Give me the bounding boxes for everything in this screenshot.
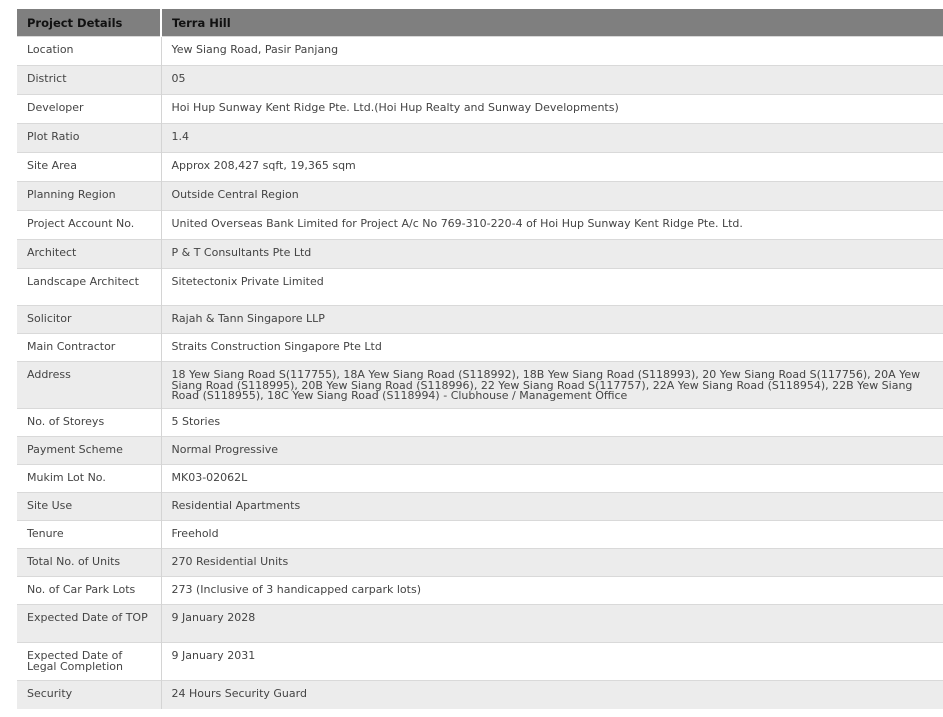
row-label: Plot Ratio [17,124,161,153]
row-label: No. of Storeys [17,409,161,437]
row-label: Expected Date of Legal Completion [17,643,161,681]
header-label: Project Details [17,9,161,37]
row-value: Approx 208,427 sqft, 19,365 sqm [161,153,943,182]
row-value: Sitetectonix Private Limited [161,269,943,306]
row-label: Tenure [17,521,161,549]
row-value: Normal Progressive [161,437,943,465]
row-value: 18 Yew Siang Road S(117755), 18A Yew Siang Road (S118992), 18B Yew Siang Road (S118993), 20 Yew Siang Road S(117756), 20A Yew Siang Road (S118995), 20B Yew Siang Road (S118996), 22 Yew Siang Road S(117757), 22A Yew Siang Road (S118954), 22B Yew Siang Road (S118955), 18C Yew Siang Road (S118994) - Clubhouse / Management Office [161,362,943,409]
row-label: Site Area [17,153,161,182]
row-value: Residential Apartments [161,493,943,521]
table-row [17,681,943,709]
table-row [17,182,943,211]
table-row [17,306,943,334]
table-row [17,362,943,409]
row-value: Outside Central Region [161,182,943,211]
row-label: Location [17,37,161,66]
row-value: MK03-02062L [161,465,943,493]
table-row [17,549,943,577]
row-value: Hoi Hup Sunway Kent Ridge Pte. Ltd.(Hoi Hup Realty and Sunway Developments) [161,95,943,124]
row-label: Total No. of Units [17,549,161,577]
table-row [17,577,943,605]
table-row [17,153,943,182]
table-row [17,493,943,521]
row-value: 9 January 2031 [161,643,943,681]
table-row [17,437,943,465]
table-row [17,66,943,95]
table-body [17,37,943,709]
row-label: Payment Scheme [17,437,161,465]
row-label: Address [17,362,161,409]
row-value: 05 [161,66,943,95]
row-label: District [17,66,161,95]
row-value: 270 Residential Units [161,549,943,577]
row-label: Security [17,681,161,709]
table-row [17,334,943,362]
table-row [17,605,943,643]
row-value: 273 (Inclusive of 3 handicapped carpark lots) [161,577,943,605]
row-label: Expected Date of TOP [17,605,161,643]
row-value: 9 January 2028 [161,605,943,643]
table-row [17,95,943,124]
row-value: United Overseas Bank Limited for Project A/c No 769-310-220-4 of Hoi Hup Sunway Kent Ridge Pte. Ltd. [161,211,943,240]
row-label: Site Use [17,493,161,521]
table-row [17,465,943,493]
row-label: Planning Region [17,182,161,211]
table-row [17,240,943,269]
row-label: Landscape Architect [17,269,161,306]
table-row [17,211,943,240]
table-row [17,409,943,437]
row-label: No. of Car Park Lots [17,577,161,605]
row-value: Rajah & Tann Singapore LLP [161,306,943,334]
table-header-row [17,9,943,37]
table-row [17,124,943,153]
row-label: Architect [17,240,161,269]
project-details-table-wrapper [17,9,943,709]
row-value: Straits Construction Singapore Pte Ltd [161,334,943,362]
row-value: P & T Consultants Pte Ltd [161,240,943,269]
row-value: 1.4 [161,124,943,153]
table-row [17,269,943,306]
header-project-name: Terra Hill [161,9,943,37]
table-row [17,37,943,66]
row-label: Mukim Lot No. [17,465,161,493]
row-value: Yew Siang Road, Pasir Panjang [161,37,943,66]
row-label: Solicitor [17,306,161,334]
table-row [17,521,943,549]
row-label: Developer [17,95,161,124]
row-value: Freehold [161,521,943,549]
table-row [17,643,943,681]
project-details-table [17,9,943,709]
row-label: Main Contractor [17,334,161,362]
row-value: 24 Hours Security Guard [161,681,943,709]
row-value: 5 Stories [161,409,943,437]
row-label: Project Account No. [17,211,161,240]
